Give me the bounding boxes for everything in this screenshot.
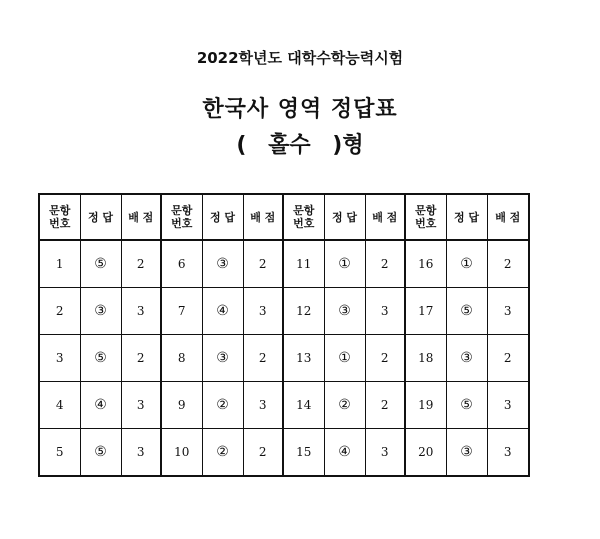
points-value: 3 [243, 288, 283, 335]
question-number: 18 [405, 335, 446, 382]
answer-choice: ④ [324, 429, 365, 477]
points-value: 2 [243, 335, 283, 382]
question-number: 7 [161, 288, 202, 335]
answer-choice: ③ [446, 429, 487, 477]
answer-choice: ⑤ [446, 382, 487, 429]
answer-choice: ⑤ [80, 429, 121, 477]
question-number: 13 [283, 335, 324, 382]
points-value: 3 [487, 429, 529, 477]
question-number: 16 [405, 240, 446, 288]
points-value: 3 [365, 429, 405, 477]
answer-choice: ⑤ [446, 288, 487, 335]
table-row [39, 335, 529, 382]
header-question-number [405, 194, 446, 240]
header-question-number-line2: 번호 [49, 217, 71, 230]
answer-choice: ③ [202, 240, 243, 288]
table-row [39, 382, 529, 429]
question-number: 2 [39, 288, 80, 335]
points-value: 2 [365, 335, 405, 382]
header-answer: 정 답 [80, 194, 121, 240]
answer-choice: ⑤ [80, 335, 121, 382]
answer-choice: ③ [80, 288, 121, 335]
points-value: 2 [365, 240, 405, 288]
question-number: 5 [39, 429, 80, 477]
question-number: 4 [39, 382, 80, 429]
question-number: 6 [161, 240, 202, 288]
answer-body [39, 240, 529, 476]
question-number: 8 [161, 335, 202, 382]
answer-choice: ② [324, 382, 365, 429]
header-question-number-line2: 번호 [171, 217, 193, 230]
answer-choice: ② [202, 382, 243, 429]
points-value: 2 [365, 382, 405, 429]
points-value: 3 [121, 288, 161, 335]
answer-choice: ④ [202, 288, 243, 335]
header-question-number-line1: 문항 [415, 204, 437, 217]
points-value: 2 [487, 240, 529, 288]
header-answer: 정 답 [446, 194, 487, 240]
points-value: 3 [365, 288, 405, 335]
answer-choice: ① [324, 240, 365, 288]
points-value: 3 [243, 382, 283, 429]
question-number: 3 [39, 335, 80, 382]
question-number: 12 [283, 288, 324, 335]
header-points: 배 점 [487, 194, 529, 240]
question-number: 15 [283, 429, 324, 477]
question-number: 1 [39, 240, 80, 288]
question-number: 10 [161, 429, 202, 477]
answer-choice: ④ [80, 382, 121, 429]
header-question-number [161, 194, 202, 240]
answer-choice: ① [324, 335, 365, 382]
answer-choice: ③ [324, 288, 365, 335]
table-row [39, 429, 529, 477]
header-question-number-line1: 문항 [293, 204, 315, 217]
points-value: 2 [121, 335, 161, 382]
header-answer: 정 답 [202, 194, 243, 240]
answer-choice: ③ [446, 335, 487, 382]
answer-choice: ① [446, 240, 487, 288]
header-question-number-line2: 번호 [415, 217, 437, 230]
form-type-open-paren: ( [236, 133, 247, 158]
header-row [39, 194, 529, 240]
points-value: 2 [487, 335, 529, 382]
header-answer: 정 답 [324, 194, 365, 240]
points-value: 3 [487, 288, 529, 335]
question-number: 9 [161, 382, 202, 429]
question-number: 19 [405, 382, 446, 429]
points-value: 3 [121, 382, 161, 429]
form-type-value: 홀수 [268, 133, 311, 158]
page-title: 한국사 영역 정답표 [202, 97, 398, 122]
header-question-number [283, 194, 324, 240]
exam-year-title: 2022학년도 대학수학능력시험 [196, 49, 404, 67]
header-question-number-line2: 번호 [293, 217, 315, 230]
answer-key-table [38, 193, 530, 477]
header-points: 배 점 [365, 194, 405, 240]
points-value: 2 [121, 240, 161, 288]
question-number: 17 [405, 288, 446, 335]
question-number: 11 [283, 240, 324, 288]
header-question-number-line1: 문항 [49, 204, 71, 217]
points-value: 3 [487, 382, 529, 429]
form-type-label [0, 128, 600, 159]
header-question-number-line1: 문항 [171, 204, 193, 217]
question-number: 20 [405, 429, 446, 477]
answer-choice: ② [202, 429, 243, 477]
header-points: 배 점 [243, 194, 283, 240]
header-question-number [39, 194, 80, 240]
answer-choice: ⑤ [80, 240, 121, 288]
form-type-close-paren: )형 [332, 133, 364, 158]
header-points: 배 점 [121, 194, 161, 240]
points-value: 3 [121, 429, 161, 477]
table-row [39, 288, 529, 335]
table-row [39, 240, 529, 288]
points-value: 2 [243, 429, 283, 477]
answer-choice: ③ [202, 335, 243, 382]
points-value: 2 [243, 240, 283, 288]
question-number: 14 [283, 382, 324, 429]
